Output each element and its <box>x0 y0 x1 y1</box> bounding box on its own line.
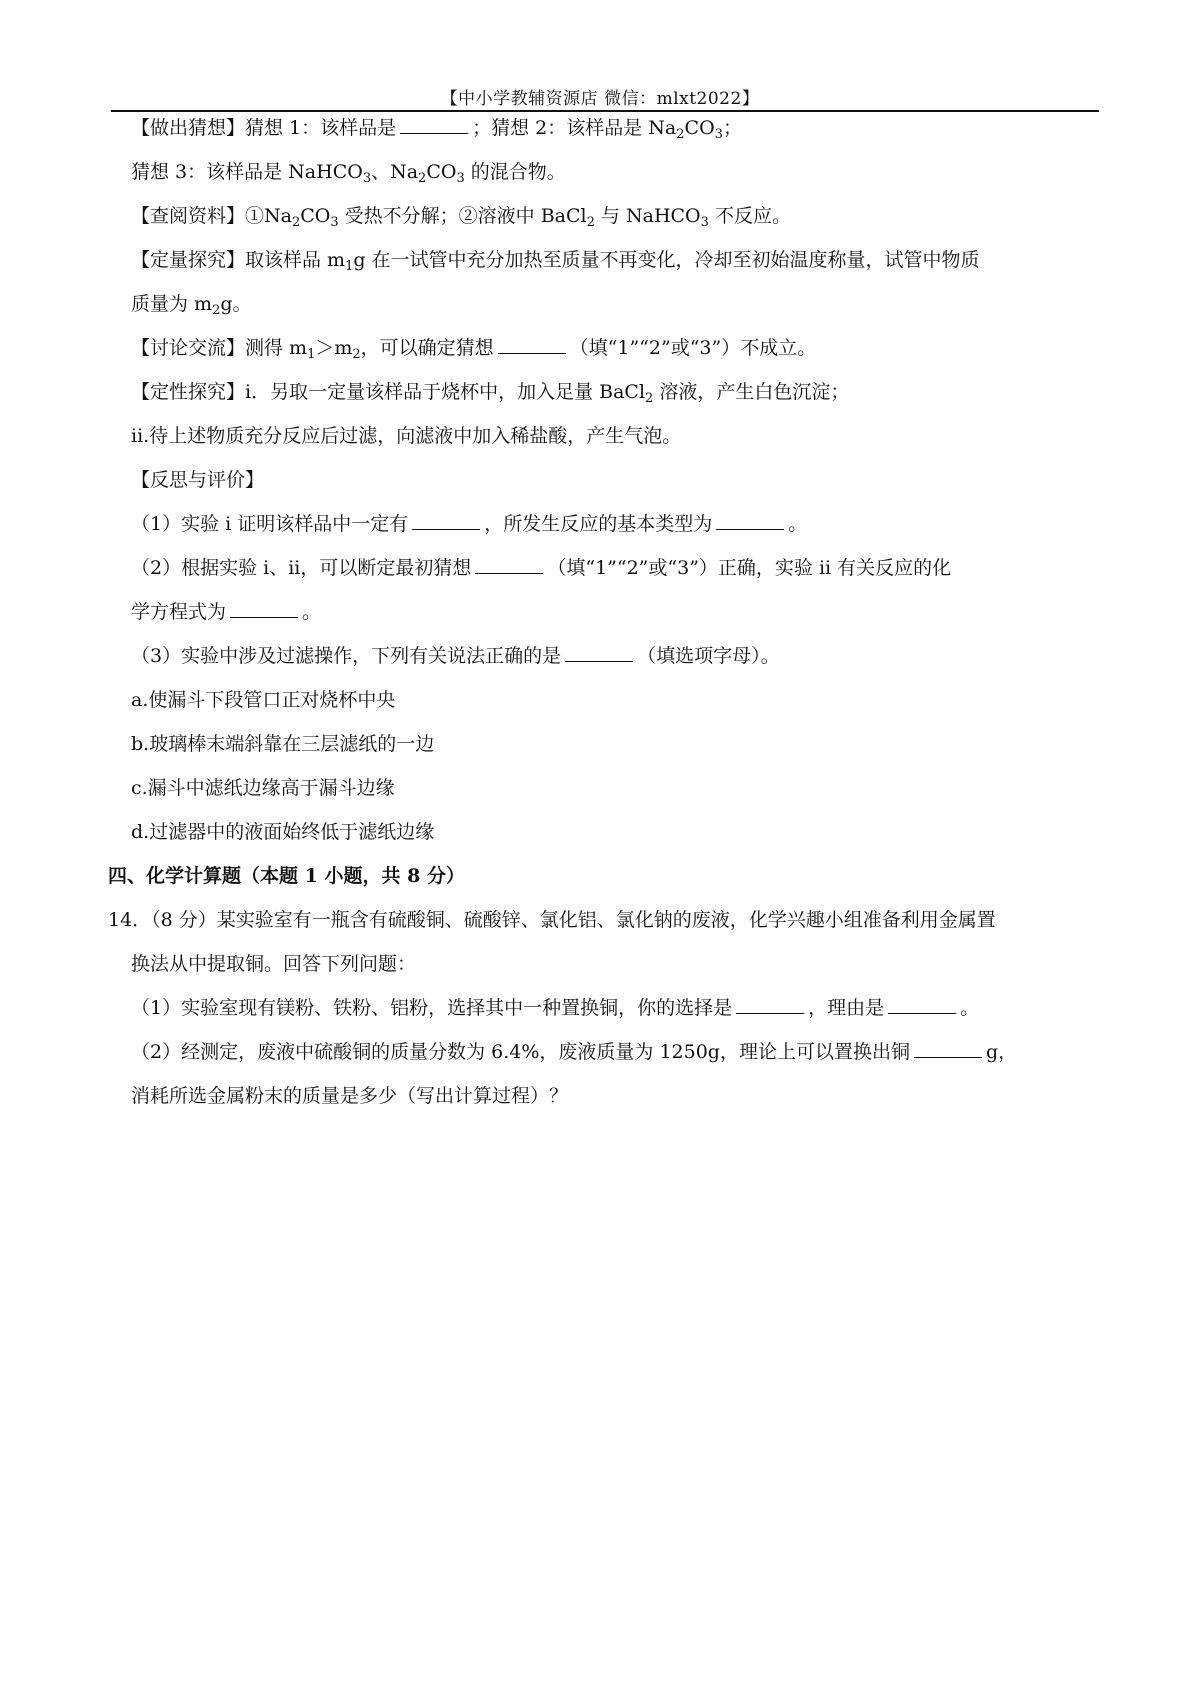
text: （填选项字母）。 <box>637 645 780 667</box>
answer-blank[interactable] <box>716 513 784 530</box>
text: 【讨论交流】测得 m <box>131 337 308 359</box>
section-heading <box>108 864 465 888</box>
text: 换法从中提取铜。回答下列问题： <box>131 953 417 975</box>
text: CO <box>684 117 715 139</box>
reflection-heading <box>131 468 264 492</box>
qualitative-line-2 <box>131 424 681 448</box>
question-14-part-1 <box>131 996 979 1020</box>
qualitative-line <box>131 380 849 404</box>
text: g 在一试管中充分加热至质量不再变化，冷却至初始温度称量，试管中物质 <box>353 249 980 271</box>
text: 猜想 3：该样品是 NaHCO <box>131 161 363 183</box>
answer-blank[interactable] <box>565 645 633 662</box>
question-14-part-2 <box>131 1040 1017 1064</box>
text: 【定性探究】i．另取一定量该样品于烧杯中，加入足量 BaCl <box>131 381 646 403</box>
answer-blank[interactable] <box>498 337 566 354</box>
subscript: 3 <box>362 171 372 186</box>
text: c.漏斗中滤纸边缘高于漏斗边缘 <box>131 777 395 799</box>
text: 14．（8 分）某实验室有一瓶含有硫酸铜、硫酸锌、氯化铝、氯化钠的废液，化学兴趣小组准备利用金属置 <box>108 909 996 931</box>
answer-blank[interactable] <box>400 117 468 134</box>
subscript: 3 <box>714 127 723 142</box>
subscript: 2 <box>352 347 361 362</box>
answer-blank[interactable] <box>230 601 298 618</box>
answer-blank[interactable] <box>475 557 543 574</box>
subscript: 2 <box>586 215 595 230</box>
subscript: 2 <box>676 127 685 142</box>
option-d <box>131 820 434 844</box>
text: （1）实验室现有镁粉、铁粉、铝粉，选择其中一种置换铜，你的选择是 <box>131 997 733 1019</box>
subscript: 3 <box>330 215 339 230</box>
text: （1）实验 i 证明该样品中一定有 <box>131 513 409 535</box>
text: b.玻璃棒末端斜靠在三层滤纸的一边 <box>131 733 435 755</box>
text: 与 NaHCO <box>594 205 701 227</box>
option-a <box>131 688 395 712</box>
text: 【反思与评价】 <box>131 469 265 491</box>
answer-blank[interactable] <box>736 997 804 1014</box>
text: 四、化学计算题（本题 1 小题，共 8 分） <box>108 865 465 887</box>
question-14-part-2-line-2 <box>131 1084 568 1108</box>
subscript: 1 <box>307 347 316 362</box>
text: 【做出猜想】猜想 1：该样品是 <box>131 117 397 139</box>
text: ，可以确定猜想 <box>360 337 494 359</box>
answer-blank[interactable] <box>914 1041 982 1058</box>
text: 。 <box>960 997 980 1019</box>
text: ＞m <box>315 337 353 359</box>
subscript: 3 <box>700 215 709 230</box>
text: 。 <box>788 513 808 535</box>
text: 、Na <box>371 161 419 183</box>
subscript: 2 <box>212 303 221 318</box>
quantitative-line-2 <box>131 292 252 316</box>
question-14-line <box>108 908 996 932</box>
option-c <box>131 776 395 800</box>
text: ，所发生反应的基本类型为 <box>484 513 713 535</box>
text: ，理由是 <box>808 997 885 1019</box>
question-14-line-2 <box>131 952 416 976</box>
text: ； <box>722 117 742 139</box>
text: 消耗所选金属粉末的质量是多少（写出计算过程）？ <box>131 1085 569 1107</box>
answer-blank[interactable] <box>412 513 480 530</box>
question-2-line-2 <box>131 600 321 624</box>
text: 不反应。 <box>708 205 791 227</box>
question-1-line <box>131 512 807 536</box>
text: （3）实验中涉及过滤操作，下列有关说法正确的是 <box>131 645 562 667</box>
text: 受热不分解；②溶液中 BaCl <box>338 205 587 227</box>
text: 的混合物。 <box>464 161 566 183</box>
option-b <box>131 732 434 756</box>
quantitative-line <box>131 248 980 272</box>
text: ii.待上述物质充分反应后过滤，向滤液中加入稀盐酸，产生气泡。 <box>131 425 682 447</box>
subscript: 3 <box>456 171 465 186</box>
text: （2）经测定，废液中硫酸铜的质量分数为 6.4%，废液质量为 1250g，理论上可以置换出铜 <box>131 1041 910 1063</box>
text: 质量为 m <box>131 293 213 315</box>
text: 。 <box>302 601 322 623</box>
text: （2）根据实验 i、ii，可以断定最初猜想 <box>131 557 472 579</box>
hypothesis-line <box>131 116 742 140</box>
text: CO <box>426 161 457 183</box>
question-3-line <box>131 644 780 668</box>
subscript: 2 <box>418 171 427 186</box>
header-rule <box>111 110 1099 112</box>
text: d.过滤器中的液面始终低于滤纸边缘 <box>131 821 435 843</box>
text: 【定量探究】取该样品 m <box>131 249 346 271</box>
subscript: 2 <box>291 215 301 230</box>
text: CO <box>300 205 331 227</box>
subscript: 1 <box>345 259 354 274</box>
text: g， <box>985 1041 1018 1063</box>
reference-line <box>131 204 791 228</box>
text: 学方程式为 <box>131 601 227 623</box>
text: （填“1”“2”或“3”）不成立。 <box>569 337 817 359</box>
text: 【查阅资料】①Na <box>131 205 292 227</box>
page-header: 【中小学教辅资源店 微信：mlxt2022】 <box>440 89 760 109</box>
text: g。 <box>220 293 252 315</box>
text: 溶液，产生白色沉淀； <box>653 381 850 403</box>
text: ；猜想 2：该样品是 Na <box>472 117 677 139</box>
subscript: 2 <box>645 391 654 406</box>
question-2-line <box>131 556 951 580</box>
hypothesis-3-line <box>131 160 566 184</box>
text: a.使漏斗下段管口正对烧杯中央 <box>131 689 396 711</box>
discussion-line <box>131 336 816 360</box>
text: （填“1”“2”或“3”）正确，实验 ii 有关反应的化 <box>547 557 952 579</box>
answer-blank[interactable] <box>888 997 956 1014</box>
